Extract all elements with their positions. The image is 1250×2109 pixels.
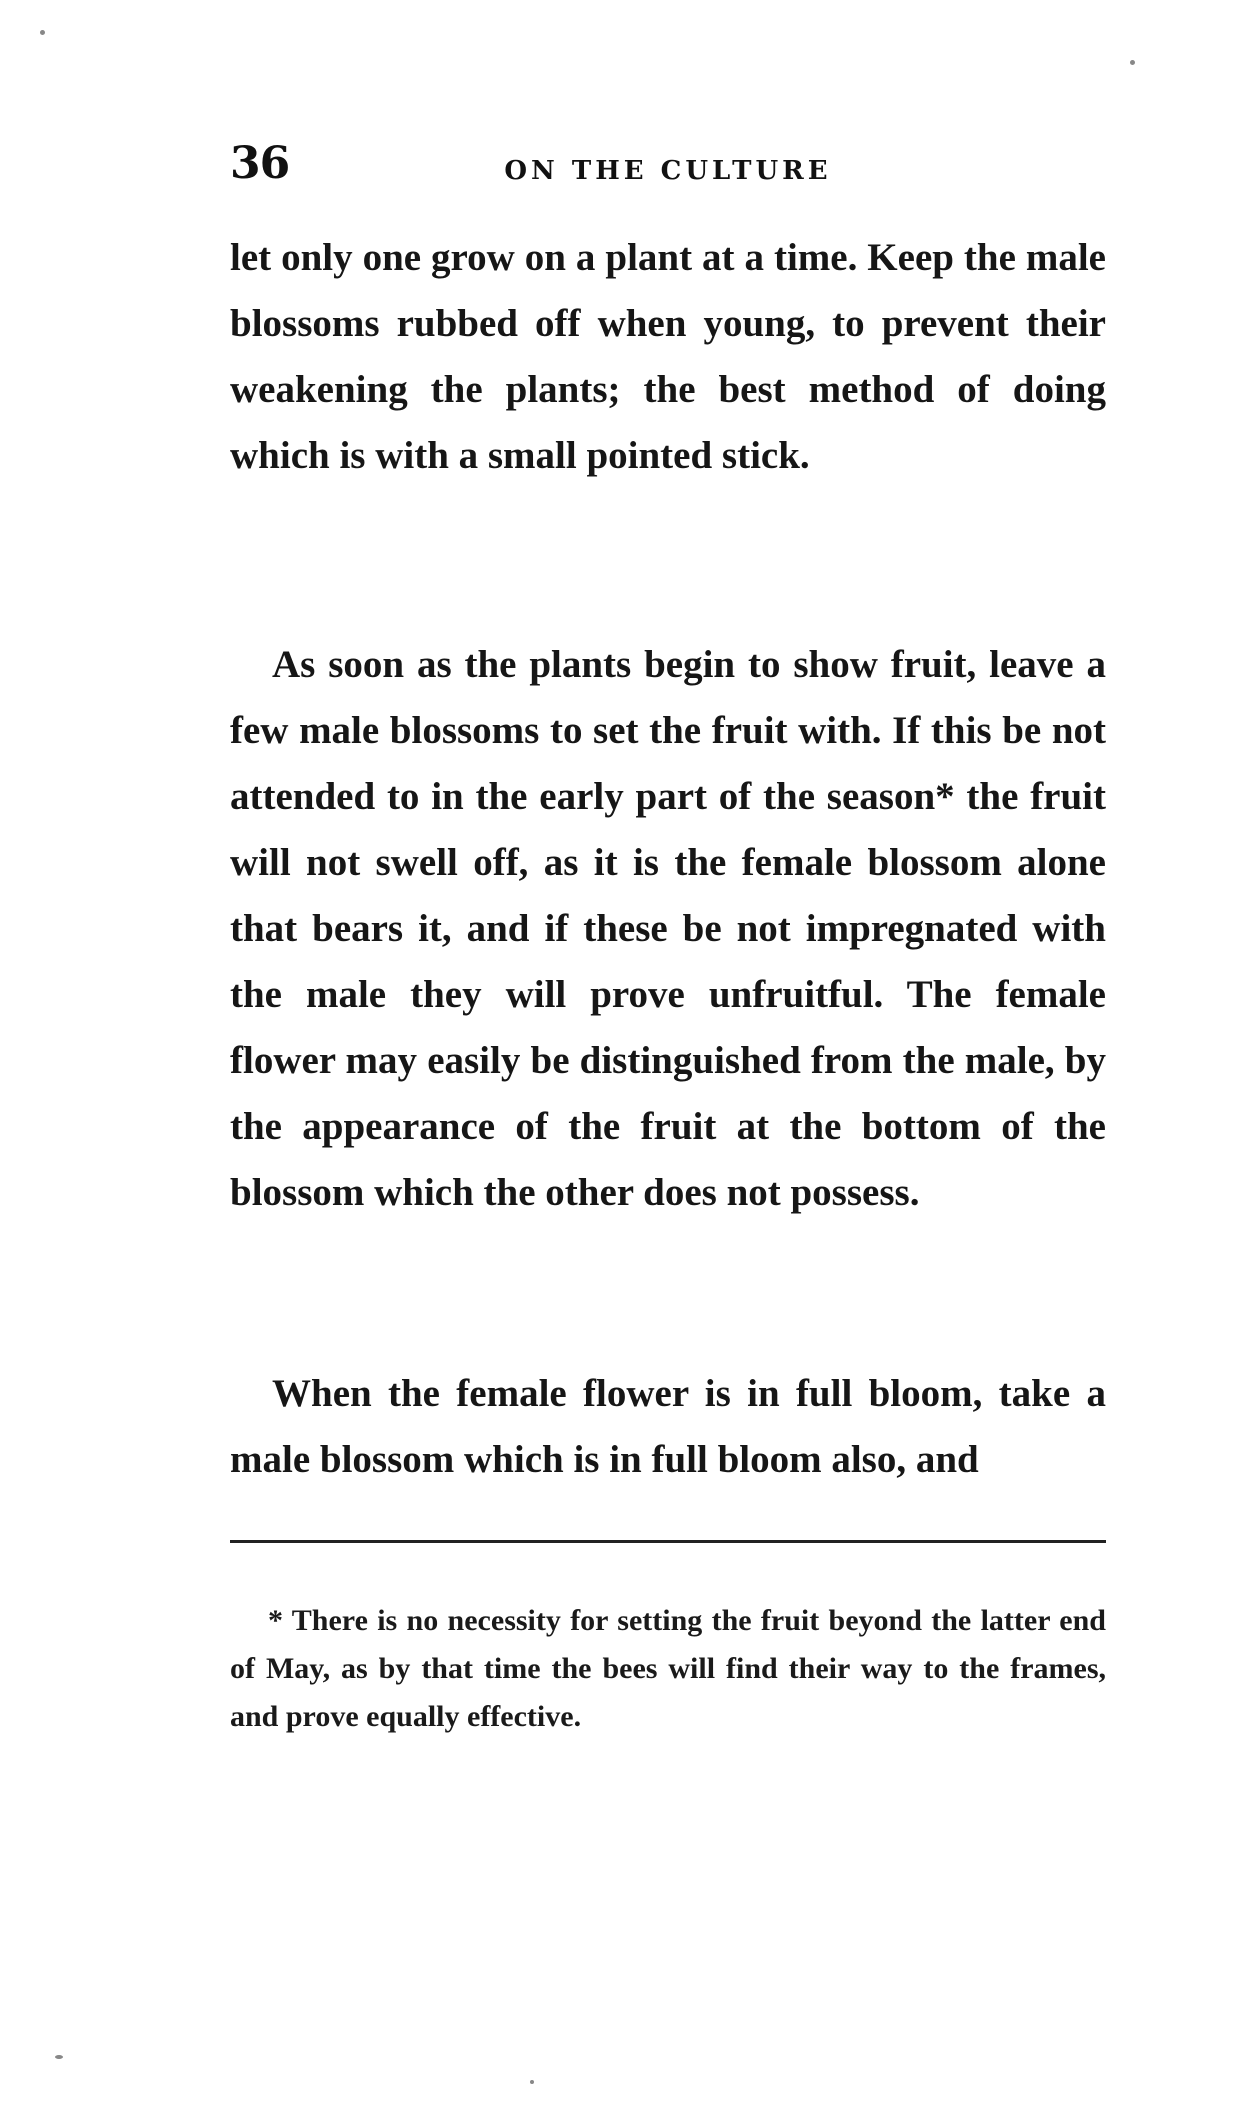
footnote: * There is no necessity for setting the fruit beyond the latter end of May, as by that time the bees will find their way to the frames, and prove equally effective. (230, 1604, 1106, 1733)
running-head: ON THE CULTURE (504, 156, 832, 186)
paragraph-2: As soon as the plants begin to show fruit, leave a few male blossoms to set the fruit with. If this be not attended to in the early part of the season* the fruit will not swell off, as it is the female blossom alone that bears it, and if these be not impregnated with the male they will prove unfruitful. The female flower may easily be distinguished from the male, by the appearance of the fruit at the bottom of the blossom which the other does not possess. (230, 643, 1106, 1214)
print-speck (1130, 60, 1135, 65)
page-header (230, 138, 1106, 198)
print-speck (530, 2080, 534, 2084)
paragraph-1: let only one grow on a plant at a time. Keep the male blossoms rubbed off when young, to prevent their weakening the plants; the best method of doing which is with a small pointed stick. (230, 236, 1106, 477)
footnote-divider (230, 1540, 1106, 1543)
page-number: 36 (230, 138, 290, 189)
print-speck (55, 2055, 63, 2059)
print-speck (40, 30, 45, 35)
paragraph-3: When the female flower is in full bloom, take a male blossom which is in full bloom also, and (230, 1372, 1106, 1481)
